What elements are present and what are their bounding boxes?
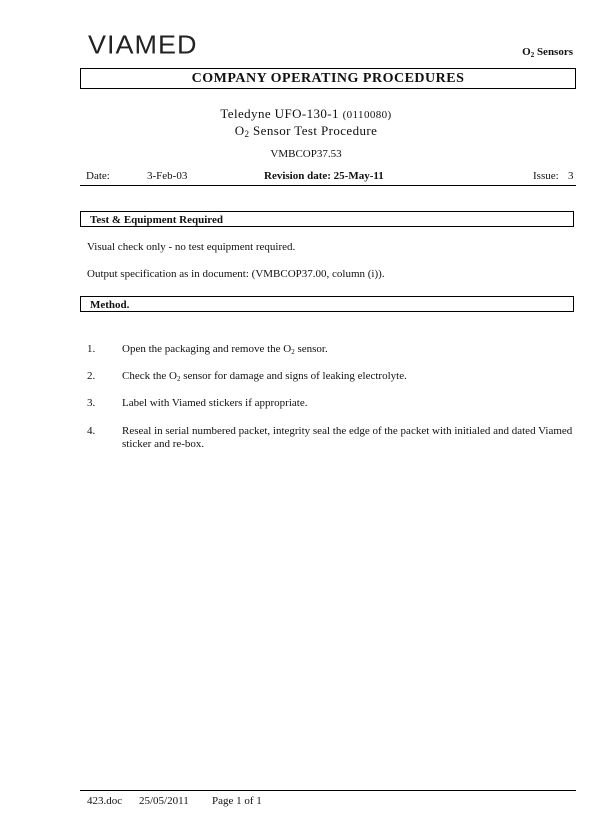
step-text-part: Open the packaging and remove the O: [122, 343, 292, 355]
step-text: Label with Viamed stickers if appropriate.: [122, 397, 308, 409]
step-text-part: sensor.: [294, 343, 328, 355]
company-logo: [88, 32, 198, 59]
logo-text: VIAMED: [88, 30, 198, 60]
date-label: Date:: [86, 170, 110, 182]
device-name: Teledyne UFO-130-1: [220, 106, 343, 121]
device-line: [0, 106, 612, 122]
equipment-text-1: Visual check only - no test equipment required.: [87, 241, 296, 253]
section-heading-equipment: Test & Equipment Required: [80, 211, 574, 227]
document-reference: VMBCOP37.53: [270, 148, 342, 160]
step-text-part: Check the O: [122, 370, 177, 382]
step-text: [122, 370, 582, 386]
footer-page-number: Page 1 of 1: [212, 795, 262, 807]
step-subscript: 2: [176, 375, 181, 383]
procedure-suffix: Sensor Test Procedure: [249, 123, 378, 138]
device-code: (0110080): [342, 109, 392, 121]
product-suffix: Sensors: [534, 46, 573, 58]
equipment-text-2: Output specification as in document: (VMBCOP37.00, column (i)).: [87, 268, 385, 280]
revision-date: Revision date: 25-May-11: [264, 170, 384, 182]
issue-value: 3: [568, 170, 574, 182]
step-number: 3.: [87, 397, 96, 409]
step-number: 1.: [87, 343, 96, 355]
product-subscript: 2: [530, 51, 535, 59]
procedure-prefix: O: [234, 123, 245, 138]
date-value: 3-Feb-03: [147, 170, 188, 182]
section-heading-method: Method.: [80, 296, 574, 312]
document-title: COMPANY OPERATING PROCEDURES: [80, 68, 576, 89]
footer-divider: [80, 790, 576, 791]
product-label: [522, 46, 573, 59]
meta-row: [86, 170, 576, 184]
footer-filename: 423.doc: [87, 795, 123, 807]
step-number: 4.: [87, 425, 96, 437]
procedure-title: [0, 123, 612, 139]
meta-divider: [80, 185, 576, 186]
step-text-part: sensor for damage and signs of leaking electrolyte.: [180, 370, 407, 382]
step-subscript: 2: [291, 348, 295, 356]
product-prefix: O: [522, 46, 531, 58]
issue-label: Issue:: [533, 170, 559, 182]
footer-date: 25/05/2011: [139, 795, 189, 807]
step-number: 2.: [87, 370, 96, 382]
step-text: [122, 343, 582, 359]
procedure-subscript: 2: [244, 129, 250, 139]
step-text: Reseal in serial numbered packet, integrity seal the edge of the packet with initialed and dated Viamed sticker and re-box.: [122, 425, 573, 450]
